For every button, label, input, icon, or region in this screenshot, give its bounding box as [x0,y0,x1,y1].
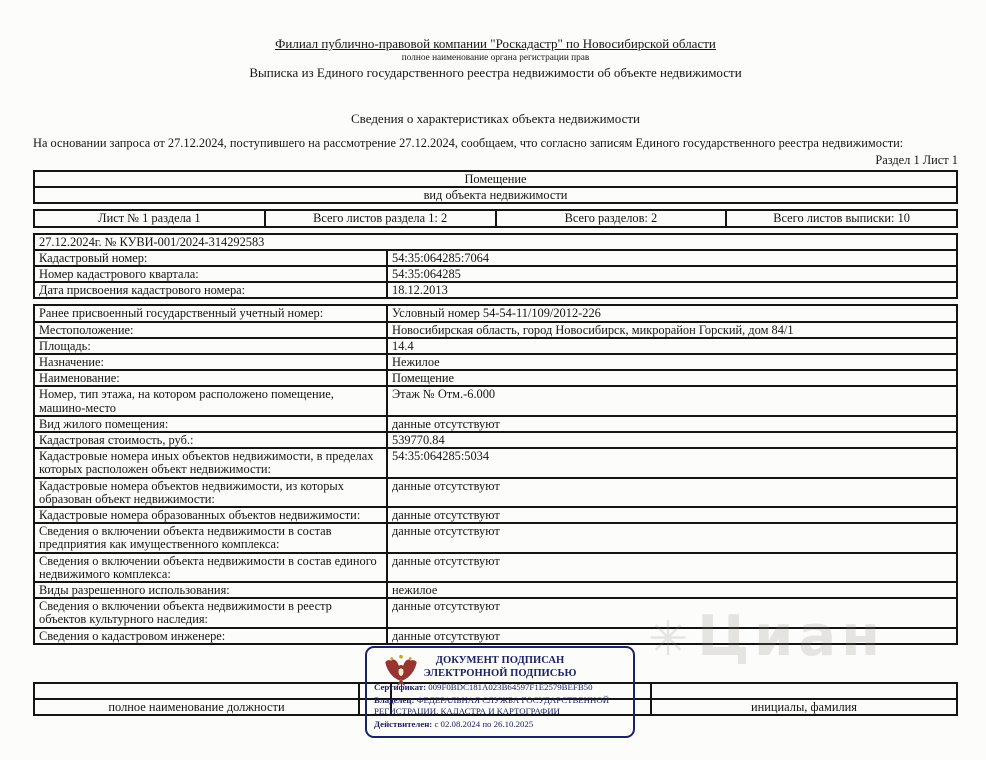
sheet-info-cell-4: Всего листов выписки: 10 [726,210,957,226]
detail-value: данные отсутствуют [387,553,957,582]
detail-row [34,507,957,523]
sheet-info-cell-3: Всего разделов: 2 [496,210,727,226]
object-type-value: Помещение [34,171,957,187]
detail-value: 54:35:064285:5034 [387,448,957,477]
signature-block [33,654,958,729]
request-number: 27.12.2024г. № КУВИ-001/2024-314292583 [34,234,957,250]
registrar-caption: полное наименование органа регистрации прав [401,53,590,63]
sheet-info-row [34,210,957,226]
detail-label: Сведения о кадастровом инженере: [34,628,387,644]
detail-row [34,582,957,598]
name-caption: инициалы, фамилия [651,699,957,715]
detail-label: Кадастровая стоимость, руб.: [34,432,387,448]
detail-label: Местоположение: [34,322,387,338]
registrar-name: Филиал публично-правовой компании "Роскадастр" по Новосибирской области [275,36,716,51]
stamp-owner-line: Владелец: ФЕДЕРАЛЬНАЯ СЛУЖБА ГОСУДАРСТВЕННОЙ РЕГИСТРАЦИИ, КАДАСТРА И КАРТОГРАФИИ [374,694,610,716]
detail-row [34,338,957,354]
detail-label: Виды разрешенного использования: [34,582,387,598]
signature-space-name [651,683,957,699]
detail-row [34,322,957,338]
signature-space-position [34,683,359,699]
detail-value: данные отсутствуют [387,523,957,552]
detail-value: Условный номер 54-54-11/109/2012-226 [387,305,957,321]
detail-value: данные отсутствуют [387,507,957,523]
detail-label: Номер, тип этажа, на котором расположено помещение, машино-место [34,386,387,415]
request-statement: На основании запроса от 27.12.2024, поступившего на рассмотрение 27.12.2024, сообщаем, что согласно записям Единого государственного реестра недвижимости: [33,136,904,150]
detail-label: Сведения о включении объекта недвижимости в состав единого недвижимого комплекса: [34,553,387,582]
sheet-info-table [33,209,958,227]
section-title: Сведения о характеристиках объекта недвижимости [350,111,641,126]
detail-row [34,523,957,552]
cadastral-row [34,266,957,282]
cadastral-value: 18.12.2013 [387,282,957,298]
detail-value: Нежилое [387,354,957,370]
stamp-certificate-line: Сертификат: 009F0BDC181A023B64597F1E2579BEFB50 [374,681,593,692]
cian-logo-mark: ✳ [648,611,694,667]
object-type-table [33,170,958,204]
cadastral-row [34,250,957,266]
site-watermark [648,604,885,669]
detail-value: Помещение [387,370,957,386]
object-type-row [34,171,957,187]
stamp-validity-line: Действителен: с 02.08.2024 по 26.10.2025 [374,718,534,729]
detail-row [34,354,957,370]
detail-value: данные отсутствуют [387,598,957,627]
request-number-row [34,234,957,250]
detail-value: нежилое [387,582,957,598]
detail-label: Кадастровые номера иных объектов недвижимости, в пределах которых расположен объект недвижимости: [34,448,387,477]
object-type-caption: вид объекта недвижимости [34,187,957,203]
detail-label: Площадь: [34,338,387,354]
detail-row [34,553,957,582]
detail-row [34,432,957,448]
position-caption: полное наименование должности [34,699,359,715]
detail-row [34,416,957,432]
detail-row [34,448,957,477]
detail-label: Назначение: [34,354,387,370]
detail-label: Сведения о включении объекта недвижимости в реестр объектов культурного наследия: [34,598,387,627]
detail-label: Вид жилого помещения: [34,416,387,432]
detail-value: 14.4 [387,338,957,354]
cadastral-label: Дата присвоения кадастрового номера: [34,282,387,298]
digital-signature-stamp [365,646,635,738]
watermark-text: Циан [697,604,885,669]
cadastral-label: Номер кадастрового квартала: [34,266,387,282]
cadastral-value: 54:35:064285 [387,266,957,282]
detail-value: Новосибирская область, город Новосибирск, микрорайон Горский, дом 84/1 [387,322,957,338]
detail-value: данные отсутствуют [387,416,957,432]
detail-value: 539770.84 [387,432,957,448]
cadastral-table [33,233,958,300]
stamp-title-line2: ЭЛЕКТРОННОЙ ПОДПИСЬЮ [423,667,577,679]
detail-label: Ранее присвоенный государственный учетный номер: [34,305,387,321]
cadastral-label: Кадастровый номер: [34,250,387,266]
detail-value: данные отсутствуют [387,478,957,507]
cadastral-row [34,282,957,298]
object-type-caption-row [34,187,957,203]
coat-of-arms-icon [382,653,420,690]
detail-label: Сведения о включении объекта недвижимости в состав предприятия как имущественного комплекса: [34,523,387,552]
sheet-info-cell-1: Лист № 1 раздела 1 [34,210,265,226]
sheet-info-cell-2: Всего листов раздела 1: 2 [265,210,496,226]
detail-row [34,478,957,507]
detail-row [34,370,957,386]
detail-value: данные отсутствуют [387,628,957,644]
detail-row [34,386,957,415]
stamp-title-line1: ДОКУМЕНТ ПОДПИСАН [435,654,565,666]
detail-label: Кадастровые номера объектов недвижимости, из которых образован объект недвижимости: [34,478,387,507]
detail-label: Наименование: [34,370,387,386]
details-table [33,304,958,644]
document-title: Выписка из Единого государственного реестра недвижимости об объекте недвижимости [249,65,742,80]
detail-label: Кадастровые номера образованных объектов недвижимости: [34,507,387,523]
detail-value: Этаж № Отм.-6.000 [387,386,957,415]
cadastral-value: 54:35:064285:7064 [387,250,957,266]
section-sheet-label: Раздел 1 Лист 1 [875,153,958,167]
detail-row [34,305,957,321]
